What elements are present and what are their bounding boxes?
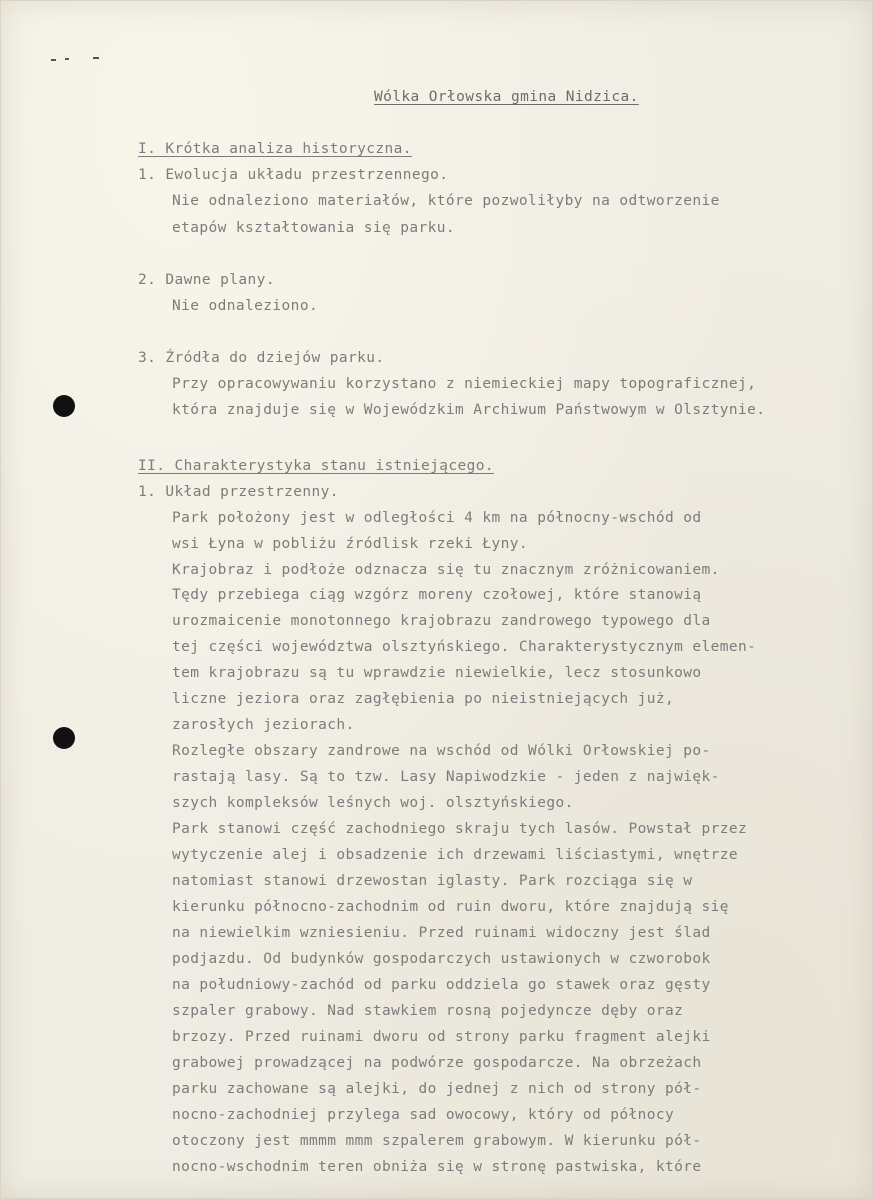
item-label: 2. Dawne plany. <box>138 272 275 288</box>
ink-speck <box>51 59 56 61</box>
document-page <box>1 1 872 1198</box>
body-line: zarosłych jeziorach. <box>172 717 355 733</box>
body-line: etapów kształtowania się parku. <box>172 220 456 236</box>
body-line: rastają lasy. Są to tzw. Lasy Napiwodzkie - jeden z najwięk- <box>172 769 720 785</box>
body-line: urozmaicenie monotonnego krajobrazu zandrowego typowego dla <box>172 613 711 629</box>
body-line: wytyczenie alej i obsadzenie ich drzewami liściastymi, wnętrze <box>172 847 739 863</box>
ink-speck <box>65 58 69 60</box>
punch-hole-top <box>53 395 75 417</box>
body-line: natomiast stanowi drzewostan iglasty. Park rozciąga się w <box>172 873 693 889</box>
item-label: 1. Ewolucja układu przestrzennego. <box>138 167 449 183</box>
item-label: 3. Źródła do dziejów parku. <box>138 350 385 366</box>
ink-speck <box>93 57 99 59</box>
body-line: Nie odnaleziono materiałów, które pozwoliłyby na odtworzenie <box>172 193 720 209</box>
body-line: wsi Łyna w pobliżu źródlisk rzeki Łyny. <box>172 536 529 552</box>
body-line: otoczony jest mmmm mmm szpalerem grabowym. W kierunku pół- <box>172 1133 702 1149</box>
body-line: brzozy. Przed ruinami dworu od strony parku fragment alejki <box>172 1029 711 1045</box>
body-line: tem krajobrazu są tu wprawdzie niewielkie, lecz stosunkowo <box>172 665 702 681</box>
body-line: Przy opracowywaniu korzystano z niemieckiej mapy topograficznej, <box>172 376 757 392</box>
body-line: Nie odnaleziono. <box>172 298 319 314</box>
body-line: która znajduje się w Wojewódzkim Archiwum Państwowym w Olsztynie. <box>172 402 766 418</box>
body-line: Park stanowi część zachodniego skraju tych lasów. Powstał przez <box>172 821 748 837</box>
section-heading: II. Charakterystyka stanu istniejącego. <box>138 458 495 474</box>
body-line: parku zachowane są alejki, do jednej z nich od strony pół- <box>172 1081 702 1097</box>
body-line: kierunku północno-zachodnim od ruin dworu, które znajdują się <box>172 899 729 915</box>
item-label: 1. Układ przestrzenny. <box>138 484 339 500</box>
body-line: Park położony jest w odległości 4 km na północny-wschód od <box>172 510 702 526</box>
body-line: szych kompleksów leśnych woj. olsztyńskiego. <box>172 795 574 811</box>
body-line: szpaler grabowy. Nad stawkiem rosną pojedyncze dęby oraz <box>172 1003 684 1019</box>
body-line: liczne jeziora oraz zagłębienia po nieistniejących już, <box>172 691 675 707</box>
body-line: na południowy-zachód od parku oddziela go stawek oraz gęsty <box>172 977 711 993</box>
body-line: Krajobraz i podłoże odznacza się tu znacznym zróżnicowaniem. <box>172 562 720 578</box>
body-line: Tędy przebiega ciąg wzgórz moreny czołowej, które stanowią <box>172 587 702 603</box>
body-line: podjazdu. Od budynków gospodarczych ustawionych w czworobok <box>172 951 711 967</box>
body-line: Rozległe obszary zandrowe na wschód od Wólki Orłowskiej po- <box>172 743 711 759</box>
body-line: tej części województwa olsztyńskiego. Charakterystycznym elemen- <box>172 639 757 655</box>
body-line: na niewielkim wzniesieniu. Przed ruinami widoczny jest ślad <box>172 925 711 941</box>
body-line: grabowej prowadzącej na podwórze gospodarcze. Na obrzeżach <box>172 1055 702 1071</box>
document-title: Wólka Orłowska gmina Nidzica. <box>374 89 639 105</box>
punch-hole-bottom <box>53 727 75 749</box>
section-heading: I. Krótka analiza historyczna. <box>138 141 412 157</box>
body-line: nocno-zachodniej przylega sad owocowy, który od północy <box>172 1107 675 1123</box>
body-line: nocno-wschodnim teren obniża się w stronę pastwiska, które <box>172 1159 702 1175</box>
